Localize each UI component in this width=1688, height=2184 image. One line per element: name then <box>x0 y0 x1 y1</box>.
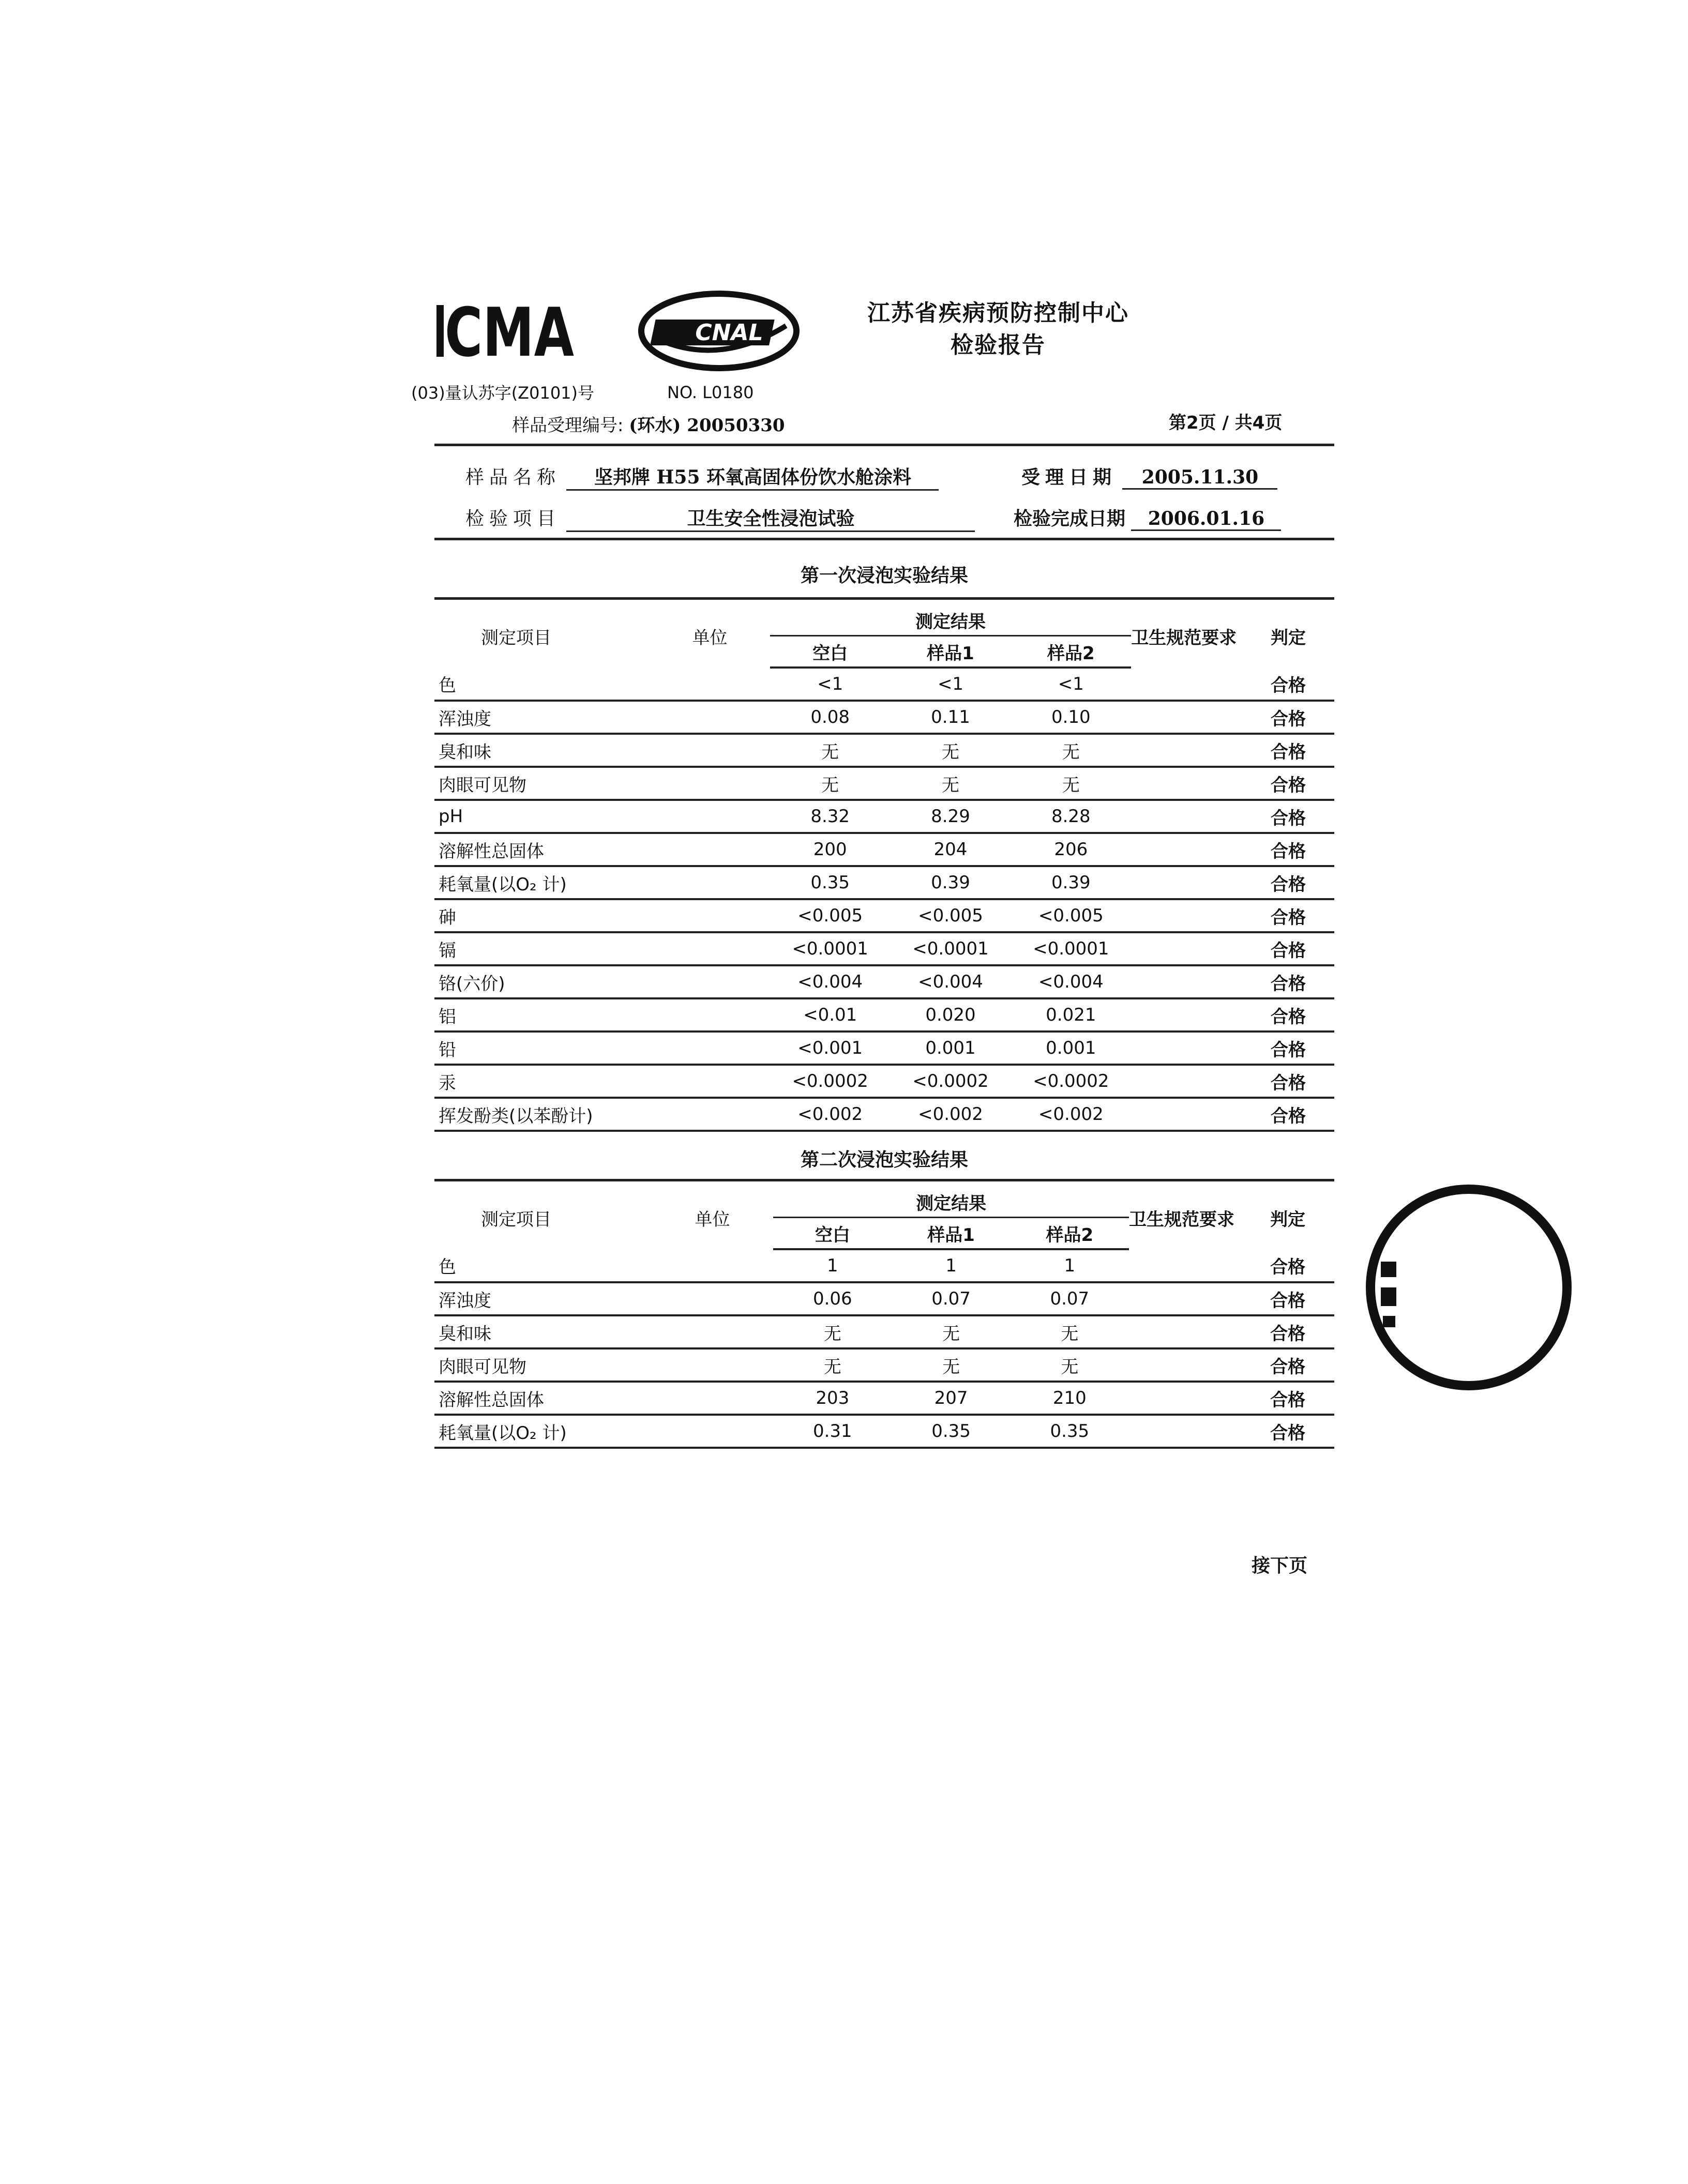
cell-sample2: 1 <box>1011 1249 1129 1282</box>
org-header <box>838 297 1158 361</box>
cell-sample2: 206 <box>1011 833 1131 866</box>
table-row <box>434 1065 1334 1098</box>
cell-sample2: 0.39 <box>1011 866 1131 899</box>
header-results: 测定结果 <box>770 605 1131 636</box>
cell-standard <box>1129 1315 1241 1348</box>
divider <box>434 1179 1334 1181</box>
complete-date-value: 2006.01.16 <box>1131 508 1281 531</box>
cma-logo <box>434 290 595 372</box>
cell-standard <box>1131 800 1242 833</box>
table-row <box>434 1282 1334 1315</box>
cell-blank: 0.35 <box>770 866 891 899</box>
cell-item: 耗氧量(以O₂ 计) <box>434 866 692 899</box>
cell-blank: 无 <box>773 1348 892 1382</box>
cell-standard <box>1131 1065 1242 1098</box>
divider <box>434 538 1334 540</box>
cell-blank: <0.001 <box>770 1032 891 1065</box>
table-row <box>434 1032 1334 1065</box>
cell-item: 臭和味 <box>434 1315 695 1348</box>
table-row <box>434 833 1334 866</box>
cell-item: 肉眼可见物 <box>434 1348 695 1382</box>
cell-standard <box>1131 866 1242 899</box>
cnal-logo <box>636 290 802 372</box>
first-table-body <box>434 668 1334 1131</box>
cell-unit <box>695 1282 773 1315</box>
cell-item: 溶解性总固体 <box>434 1382 695 1415</box>
cell-sample2: <0.004 <box>1011 965 1131 998</box>
cell-judgement: 合格 <box>1242 965 1334 998</box>
sample-name-field <box>465 463 939 491</box>
table-row <box>434 1315 1334 1348</box>
cell-sample1: 无 <box>892 1348 1010 1382</box>
table-row <box>434 767 1334 800</box>
cell-sample1: 0.001 <box>891 1032 1011 1065</box>
cell-sample1: 0.020 <box>891 998 1011 1032</box>
first-results-table <box>434 605 1334 1132</box>
cell-unit <box>692 1032 770 1065</box>
cell-sample1: <0.005 <box>891 899 1011 932</box>
cell-unit <box>692 998 770 1032</box>
cnal-number: NO. L0180 <box>667 383 754 402</box>
receive-date-field <box>1021 463 1277 490</box>
cell-sample2: <0.0001 <box>1011 932 1131 965</box>
cell-blank: 无 <box>773 1315 892 1348</box>
cell-judgement: 合格 <box>1242 998 1334 1032</box>
cell-standard <box>1131 998 1242 1032</box>
cell-item: 色 <box>434 1249 695 1282</box>
cell-unit <box>692 965 770 998</box>
cell-standard <box>1131 833 1242 866</box>
cell-standard <box>1129 1382 1241 1415</box>
cell-judgement: 合格 <box>1242 866 1334 899</box>
receive-date-value: 2005.11.30 <box>1122 466 1277 490</box>
receive-date-label: 受理日期 <box>1021 467 1117 488</box>
table-row <box>434 1415 1334 1448</box>
cell-judgement: 合格 <box>1242 800 1334 833</box>
cell-blank: <0.01 <box>770 998 891 1032</box>
cell-judgement: 合格 <box>1241 1415 1334 1448</box>
table-row <box>434 668 1334 701</box>
table-row <box>434 701 1334 734</box>
cell-sample2: 0.001 <box>1011 1032 1131 1065</box>
header-sample2: 样品2 <box>1011 636 1131 668</box>
cell-sample2: 无 <box>1011 1315 1129 1348</box>
second-table-body <box>434 1249 1334 1448</box>
cell-unit <box>692 668 770 701</box>
cell-standard <box>1131 932 1242 965</box>
cell-standard <box>1129 1348 1241 1382</box>
cell-item: 臭和味 <box>434 734 692 767</box>
cell-sample2: 8.28 <box>1011 800 1131 833</box>
sample-name-value: 坚邦牌 H55 环氧高固体份饮水舱涂料 <box>566 463 939 491</box>
cell-judgement: 合格 <box>1241 1382 1334 1415</box>
header-unit: 单位 <box>692 628 728 648</box>
cell-blank: 0.08 <box>770 701 891 734</box>
cell-sample2: <0.0002 <box>1011 1065 1131 1098</box>
cell-item: 肉眼可见物 <box>434 767 692 800</box>
table-row <box>434 800 1334 833</box>
test-item-value: 卫生安全性浸泡试验 <box>566 504 975 532</box>
cell-judgement: 合格 <box>1242 1098 1334 1131</box>
cell-item: 铅 <box>434 1032 692 1065</box>
cnal-logo-text: CNAL <box>695 320 763 346</box>
header-item: 测定项目 <box>481 1209 551 1230</box>
cell-standard <box>1129 1415 1241 1448</box>
header-blank: 空白 <box>773 1218 892 1250</box>
cell-sample2: 0.07 <box>1011 1282 1129 1315</box>
second-results-table <box>434 1187 1334 1449</box>
cell-judgement: 合格 <box>1241 1348 1334 1382</box>
accept-label: 样品受理编号: <box>512 415 624 436</box>
cell-sample2: 210 <box>1011 1382 1129 1415</box>
header-sample1: 样品1 <box>892 1218 1010 1250</box>
table-row <box>434 965 1334 998</box>
cell-item: 耗氧量(以O₂ 计) <box>434 1415 695 1448</box>
cell-standard <box>1129 1249 1241 1282</box>
cell-sample1: 207 <box>892 1382 1010 1415</box>
cell-unit <box>692 1065 770 1098</box>
cell-unit <box>695 1348 773 1382</box>
table-row <box>434 1382 1334 1415</box>
cell-item: 铬(六价) <box>434 965 692 998</box>
cell-blank: 无 <box>770 734 891 767</box>
cell-unit <box>695 1249 773 1282</box>
cell-item: 汞 <box>434 1065 692 1098</box>
cell-sample2: <0.005 <box>1011 899 1131 932</box>
cell-judgement: 合格 <box>1242 899 1334 932</box>
cell-item: 挥发酚类(以苯酚计) <box>434 1098 692 1131</box>
cell-blank: 1 <box>773 1249 892 1282</box>
cell-sample1: 0.11 <box>891 701 1011 734</box>
cell-blank: 200 <box>770 833 891 866</box>
cell-item: 色 <box>434 668 692 701</box>
cell-sample1: <0.0002 <box>891 1065 1011 1098</box>
cell-judgement: 合格 <box>1242 833 1334 866</box>
header-results: 测定结果 <box>773 1187 1129 1218</box>
cell-judgement: 合格 <box>1242 767 1334 800</box>
cell-sample1: 无 <box>891 734 1011 767</box>
divider <box>434 597 1334 600</box>
cell-unit <box>692 800 770 833</box>
cell-sample2: 0.021 <box>1011 998 1131 1032</box>
table-row <box>434 1348 1334 1382</box>
cell-sample2: 无 <box>1011 767 1131 800</box>
cell-standard <box>1131 965 1242 998</box>
cell-unit <box>692 734 770 767</box>
cell-blank: <0.005 <box>770 899 891 932</box>
cell-sample1: <1 <box>891 668 1011 701</box>
cell-judgement: 合格 <box>1241 1282 1334 1315</box>
cell-unit <box>692 701 770 734</box>
cell-sample2: 无 <box>1011 1348 1129 1382</box>
header-standard: 卫生规范要求 <box>1128 1209 1234 1230</box>
header-unit: 单位 <box>695 1209 730 1230</box>
cell-blank: 无 <box>770 767 891 800</box>
cell-blank: 0.06 <box>773 1282 892 1315</box>
accept-number <box>512 411 785 436</box>
complete-date-label: 检验完成日期 <box>1014 508 1126 529</box>
cell-item: 浑浊度 <box>434 701 692 734</box>
page-info: 第2页 / 共4页 <box>1169 413 1283 433</box>
first-section-title: 第一次浸泡实验结果 <box>800 565 968 586</box>
cell-sample1: <0.004 <box>891 965 1011 998</box>
cell-unit <box>692 899 770 932</box>
cell-sample1: 0.07 <box>892 1282 1010 1315</box>
table-row <box>434 1249 1334 1282</box>
cma-logo-text: CMA <box>445 293 574 372</box>
cell-judgement: 合格 <box>1242 1065 1334 1098</box>
cell-sample2: 无 <box>1011 734 1131 767</box>
complete-date-field <box>1014 504 1281 531</box>
cell-sample1: 204 <box>891 833 1011 866</box>
cell-blank: <1 <box>770 668 891 701</box>
table-row <box>434 998 1334 1032</box>
cell-item: 铝 <box>434 998 692 1032</box>
test-item-label: 检验项目 <box>465 508 561 529</box>
table-row <box>434 1098 1334 1131</box>
cell-standard <box>1131 1032 1242 1065</box>
cell-sample1: <0.0001 <box>891 932 1011 965</box>
accept-value: (环水) 20050330 <box>629 415 785 436</box>
report-title: 检验报告 <box>951 332 1046 358</box>
table-row <box>434 866 1334 899</box>
cell-sample1: 无 <box>891 767 1011 800</box>
cell-unit <box>692 833 770 866</box>
cell-sample1: 0.39 <box>891 866 1011 899</box>
header-sample1: 样品1 <box>891 636 1011 668</box>
cell-sample2: <0.002 <box>1011 1098 1131 1131</box>
header-sample2: 样品2 <box>1011 1218 1129 1250</box>
cell-judgement: 合格 <box>1241 1249 1334 1282</box>
cell-item: 浑浊度 <box>434 1282 695 1315</box>
cell-standard <box>1131 1098 1242 1131</box>
cell-sample1: 无 <box>892 1315 1010 1348</box>
cell-blank: 203 <box>773 1382 892 1415</box>
cell-item: pH <box>434 800 692 833</box>
cell-unit <box>692 866 770 899</box>
cell-blank: <0.004 <box>770 965 891 998</box>
header-judgement: 判定 <box>1271 628 1306 648</box>
cell-unit <box>692 1098 770 1131</box>
cell-unit <box>692 767 770 800</box>
official-seal <box>1365 1205 1412 1370</box>
cell-unit <box>695 1382 773 1415</box>
cell-blank: <0.0001 <box>770 932 891 965</box>
cell-sample1: 1 <box>892 1249 1010 1282</box>
cell-sample2: 0.10 <box>1011 701 1131 734</box>
header-judgement: 判定 <box>1270 1209 1306 1230</box>
cell-standard <box>1131 701 1242 734</box>
test-item-field <box>465 504 975 532</box>
cell-sample1: 8.29 <box>891 800 1011 833</box>
cell-blank: 8.32 <box>770 800 891 833</box>
divider <box>434 444 1334 446</box>
table-row <box>434 734 1334 767</box>
cell-standard <box>1131 668 1242 701</box>
cell-blank: 0.31 <box>773 1415 892 1448</box>
cell-judgement: 合格 <box>1241 1315 1334 1348</box>
cell-sample1: 0.35 <box>892 1415 1010 1448</box>
cell-blank: <0.0002 <box>770 1065 891 1098</box>
cert-number: (03)量认苏字(Z0101)号 <box>411 383 595 403</box>
table-row <box>434 899 1334 932</box>
cell-unit <box>695 1315 773 1348</box>
next-page-note: 接下页 <box>1252 1555 1308 1576</box>
cell-unit <box>692 932 770 965</box>
cell-judgement: 合格 <box>1242 701 1334 734</box>
cell-standard <box>1129 1282 1241 1315</box>
cell-unit <box>695 1415 773 1448</box>
cell-item: 砷 <box>434 899 692 932</box>
cell-sample2: 0.35 <box>1011 1415 1129 1448</box>
cell-judgement: 合格 <box>1242 734 1334 767</box>
cell-sample2: <1 <box>1011 668 1131 701</box>
cell-standard <box>1131 899 1242 932</box>
sample-name-label: 样品名称 <box>465 467 561 488</box>
header-standard: 卫生规范要求 <box>1131 628 1237 648</box>
second-section-title: 第二次浸泡实验结果 <box>800 1149 968 1171</box>
cell-standard <box>1131 767 1242 800</box>
cell-item: 镉 <box>434 932 692 965</box>
header-item: 测定项目 <box>481 628 551 648</box>
org-name: 江苏省疾病预防控制中心 <box>867 300 1129 326</box>
cell-judgement: 合格 <box>1242 1032 1334 1065</box>
cell-standard <box>1131 734 1242 767</box>
header-blank: 空白 <box>770 636 891 668</box>
cell-judgement: 合格 <box>1242 668 1334 701</box>
cell-sample1: <0.002 <box>891 1098 1011 1131</box>
cell-item: 溶解性总固体 <box>434 833 692 866</box>
table-row <box>434 932 1334 965</box>
cell-judgement: 合格 <box>1242 932 1334 965</box>
cell-blank: <0.002 <box>770 1098 891 1131</box>
